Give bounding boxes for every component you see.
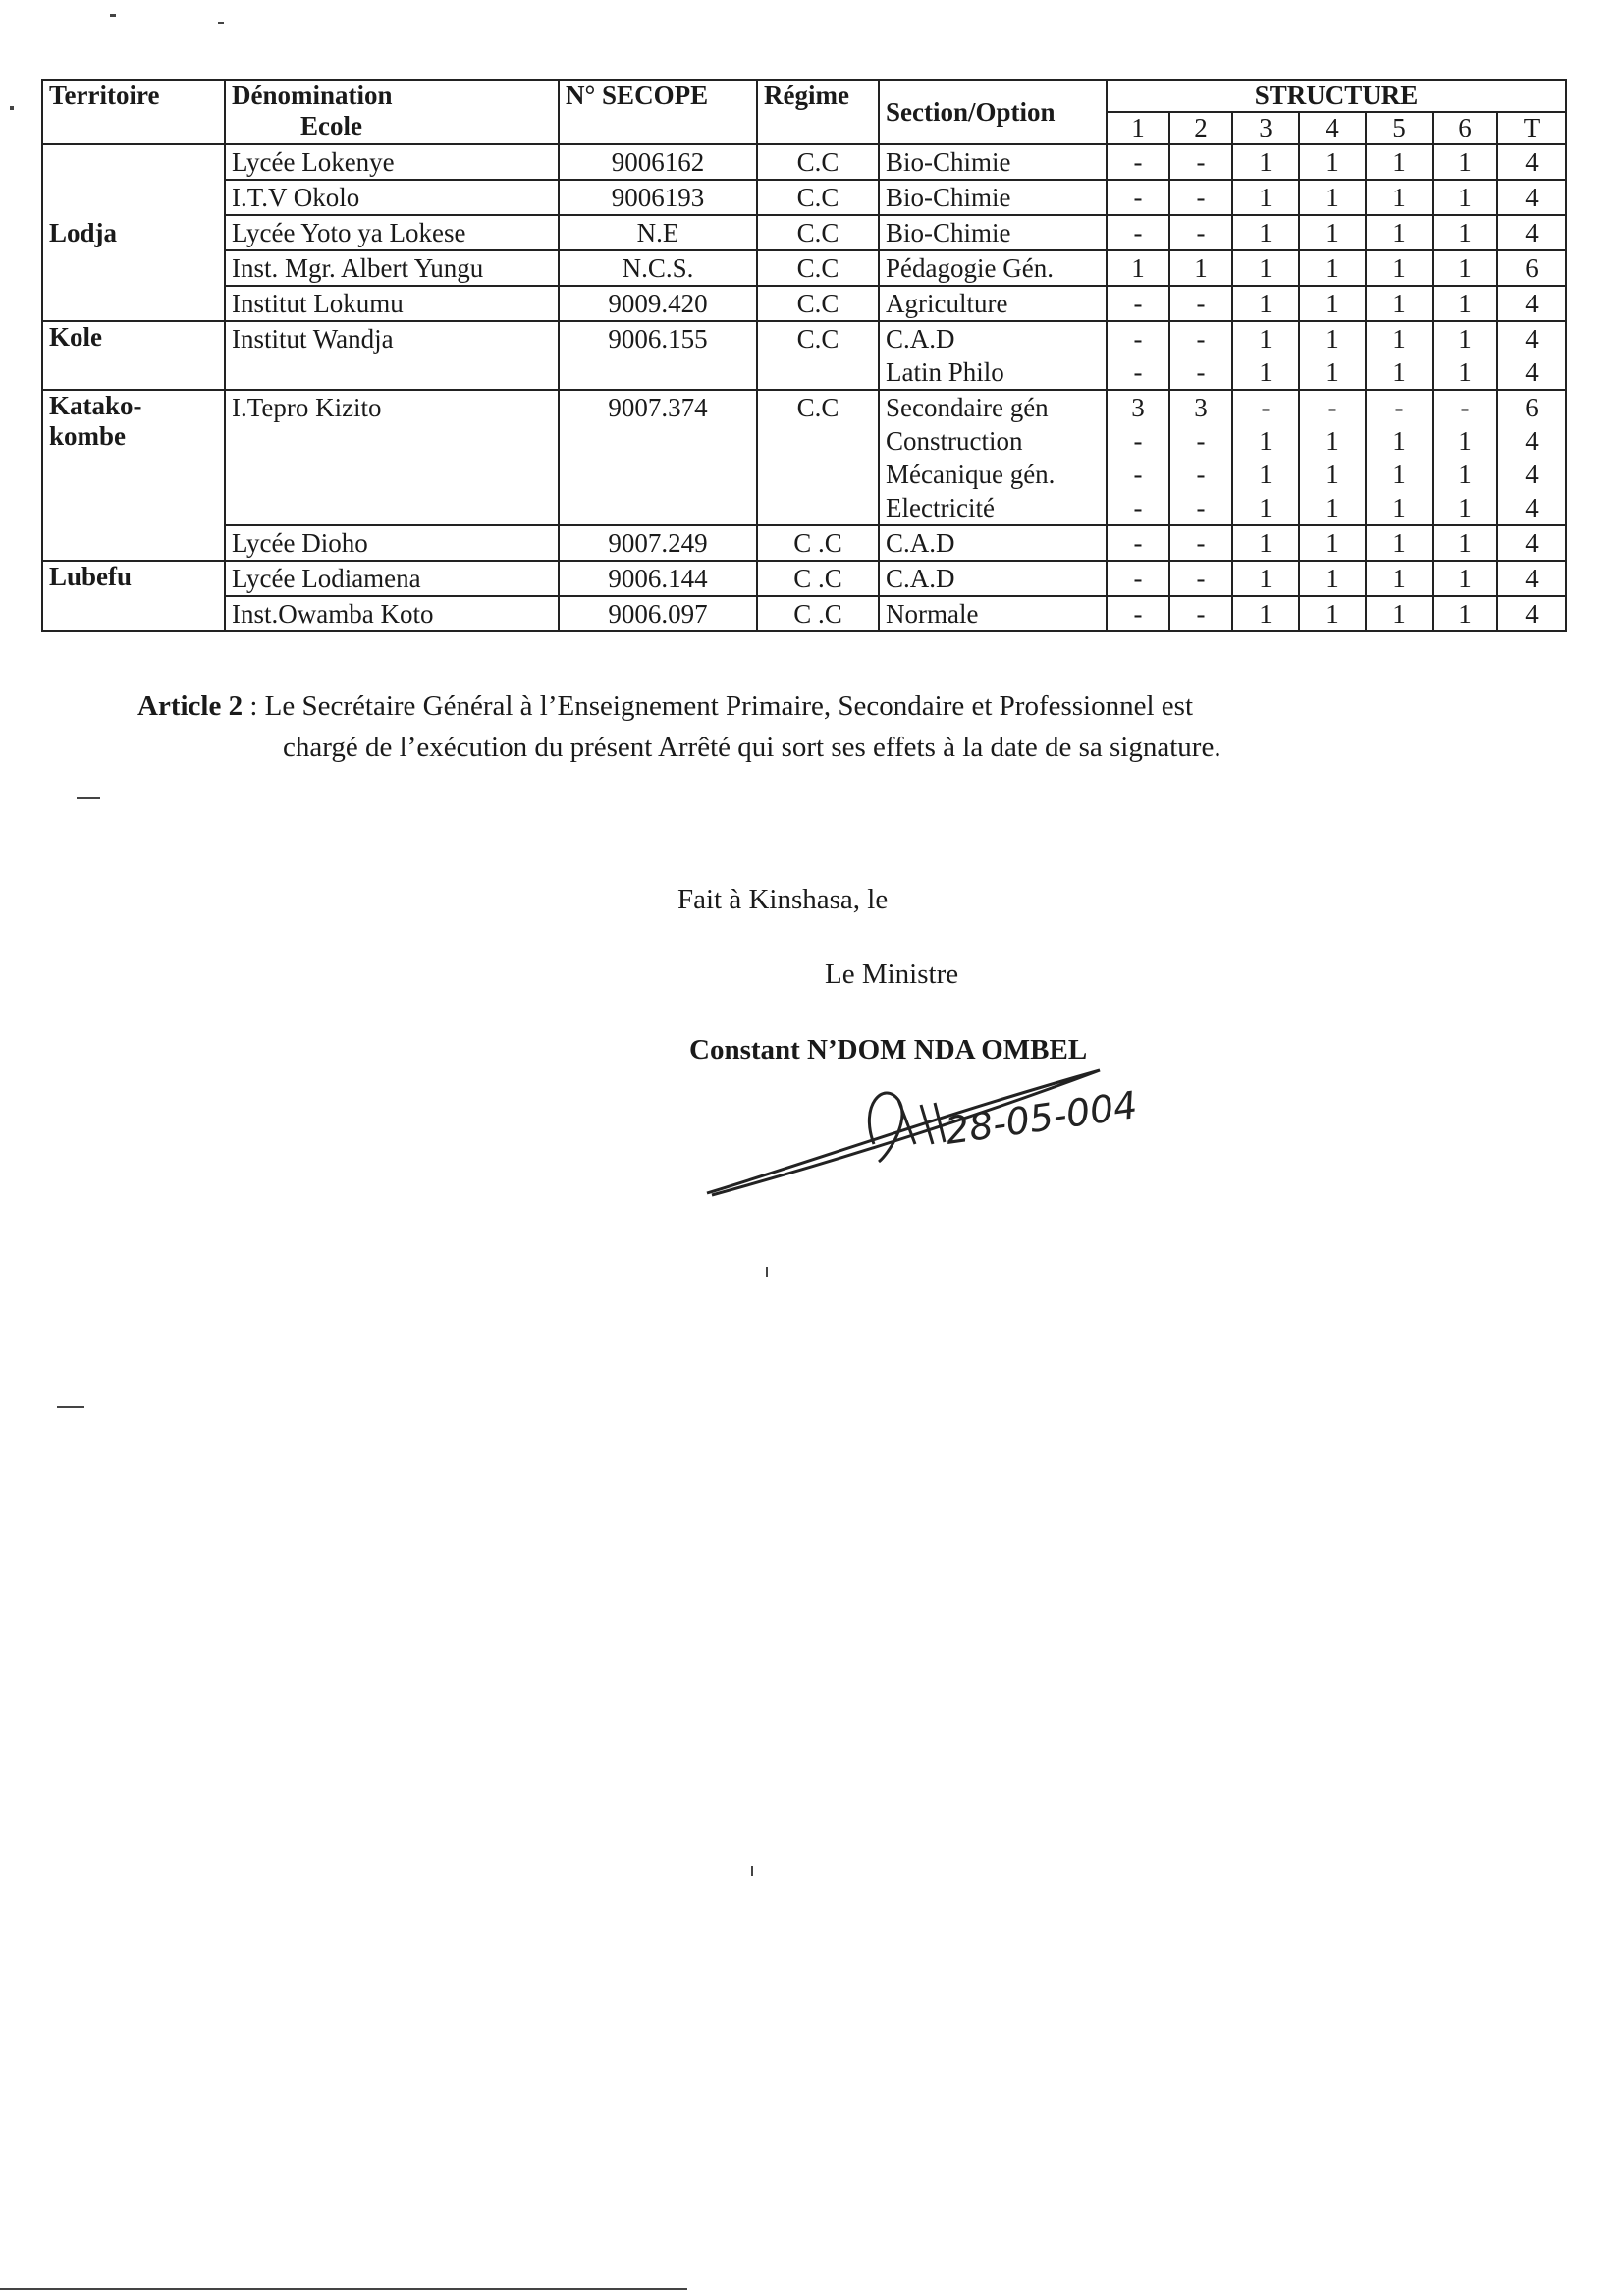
- regime: C .C: [757, 596, 879, 631]
- option-name: Bio-Chimie: [886, 218, 1011, 248]
- minister-title: Le Ministre: [825, 958, 959, 990]
- structure-value: -: [1133, 426, 1143, 457]
- structure-value-cell: [1366, 390, 1433, 525]
- table-row: [42, 180, 1566, 215]
- table-row: [42, 286, 1566, 321]
- option-name: Secondaire gén: [886, 393, 1049, 423]
- structure-value: 1: [1458, 253, 1472, 284]
- structure-value-cell: [1497, 390, 1566, 525]
- structure-value: 1: [1392, 564, 1406, 594]
- structure-value-cell: [1497, 596, 1566, 631]
- school-name: I.Tepro Kizito: [225, 390, 559, 525]
- structure-value: 1: [1458, 528, 1472, 559]
- structure-value: 1: [1392, 357, 1406, 388]
- header-denomination: Dénomination Ecole: [225, 80, 559, 144]
- structure-value: -: [1196, 218, 1206, 248]
- structure-value: 1: [1259, 183, 1272, 213]
- section-option: [879, 215, 1107, 250]
- structure-value-cell: [1433, 321, 1497, 390]
- article-label: Article 2: [137, 690, 244, 722]
- structure-value-cell: [1299, 180, 1366, 215]
- option-name: Agriculture: [886, 289, 1008, 319]
- structure-value: -: [1196, 183, 1206, 213]
- structure-value: 1: [1326, 528, 1339, 559]
- secope-number: 9006.097: [559, 596, 757, 631]
- structure-value: -: [1133, 218, 1143, 248]
- place-date-line: Fait à Kinshasa, le: [677, 884, 889, 915]
- structure-value: 1: [1259, 324, 1272, 355]
- section-option: [879, 561, 1107, 596]
- scan-speck: [10, 106, 14, 110]
- section-option: [879, 286, 1107, 321]
- structure-value: -: [1196, 324, 1206, 355]
- structure-value-cell: [1107, 561, 1169, 596]
- structure-value: -: [1196, 528, 1206, 559]
- school-name: Lycée Yoto ya Lokese: [225, 215, 559, 250]
- table-row: [42, 596, 1566, 631]
- structure-value: -: [1133, 528, 1143, 559]
- structure-value-cell: [1497, 250, 1566, 286]
- structure-value: 4: [1525, 460, 1539, 490]
- secope-number: 9009.420: [559, 286, 757, 321]
- structure-value-cell: [1433, 561, 1497, 596]
- structure-value: 1: [1458, 564, 1472, 594]
- structure-value: 4: [1525, 357, 1539, 388]
- structure-value: 1: [1392, 324, 1406, 355]
- structure-value-cell: [1169, 144, 1232, 180]
- structure-value-cell: [1299, 215, 1366, 250]
- territoire-cell: Kole: [42, 321, 225, 390]
- structure-value-cell: [1232, 390, 1299, 525]
- secope-number: 9006162: [559, 144, 757, 180]
- table-row: [42, 215, 1566, 250]
- secope-number: 9007.249: [559, 525, 757, 561]
- secope-number: 9006193: [559, 180, 757, 215]
- structure-value-cell: [1497, 286, 1566, 321]
- structure-value-cell: [1299, 596, 1366, 631]
- structure-value-cell: [1107, 144, 1169, 180]
- structure-value-cell: [1299, 250, 1366, 286]
- structure-value: 3: [1194, 393, 1208, 423]
- section-option: [879, 321, 1107, 390]
- school-name: Lycée Dioho: [225, 525, 559, 561]
- structure-value: -: [1196, 460, 1206, 490]
- structure-value: -: [1327, 393, 1337, 423]
- regime: C.C: [757, 390, 879, 525]
- structure-value: 1: [1392, 426, 1406, 457]
- structure-value-cell: [1497, 144, 1566, 180]
- structure-value-cell: [1169, 321, 1232, 390]
- structure-value: 1: [1259, 426, 1272, 457]
- structure-value: 1: [1259, 493, 1272, 523]
- structure-value: 1: [1326, 493, 1339, 523]
- structure-value: 1: [1392, 289, 1406, 319]
- structure-value-cell: [1169, 286, 1232, 321]
- scan-speck: [57, 1406, 84, 1408]
- secope-number: 9007.374: [559, 390, 757, 525]
- table-row: [42, 250, 1566, 286]
- structure-value-cell: [1107, 525, 1169, 561]
- structure-value: -: [1460, 393, 1470, 423]
- structure-value: 1: [1326, 324, 1339, 355]
- structure-value-cell: [1433, 525, 1497, 561]
- structure-value: 1: [1326, 564, 1339, 594]
- structure-value-cell: [1299, 525, 1366, 561]
- option-name: Mécanique gén.: [886, 460, 1056, 490]
- structure-value-cell: [1232, 144, 1299, 180]
- structure-value-cell: [1299, 561, 1366, 596]
- structure-value-cell: [1232, 286, 1299, 321]
- structure-value: -: [1261, 393, 1271, 423]
- option-name: Construction: [886, 426, 1023, 457]
- secope-number: N.E: [559, 215, 757, 250]
- structure-value: 4: [1525, 426, 1539, 457]
- structure-value-cell: [1107, 596, 1169, 631]
- table-row: [42, 144, 1566, 180]
- structure-value: 1: [1259, 564, 1272, 594]
- school-name: Institut Lokumu: [225, 286, 559, 321]
- structure-value-cell: [1366, 144, 1433, 180]
- structure-value: 1: [1458, 324, 1472, 355]
- header-regime: Régime: [757, 80, 879, 144]
- section-option: [879, 596, 1107, 631]
- regime: C.C: [757, 250, 879, 286]
- regime: C .C: [757, 561, 879, 596]
- structure-value: 1: [1259, 147, 1272, 178]
- structure-value: 1: [1392, 253, 1406, 284]
- school-name: Inst. Mgr. Albert Yungu: [225, 250, 559, 286]
- structure-value: 1: [1458, 460, 1472, 490]
- structure-value: -: [1133, 183, 1143, 213]
- structure-value: -: [1133, 493, 1143, 523]
- structure-value: -: [1133, 324, 1143, 355]
- structure-value-cell: [1169, 390, 1232, 525]
- structure-value: 1: [1259, 253, 1272, 284]
- structure-value-cell: [1299, 390, 1366, 525]
- structure-value-cell: [1169, 596, 1232, 631]
- structure-value: 1: [1326, 289, 1339, 319]
- option-name: C.A.D: [886, 528, 955, 559]
- option-name: C.A.D: [886, 564, 955, 594]
- structure-value: 1: [1458, 289, 1472, 319]
- table-row: [42, 321, 1566, 390]
- structure-value: 4: [1525, 599, 1539, 629]
- structure-value-cell: [1299, 321, 1366, 390]
- structure-value-cell: [1497, 561, 1566, 596]
- header-secope: N° SECOPE: [559, 80, 757, 144]
- article-line-1: : Le Secrétaire Général à l’Enseignement Primaire, Secondaire et Professionnel est: [243, 690, 1193, 722]
- structure-value: 1: [1259, 289, 1272, 319]
- structure-value-cell: [1107, 250, 1169, 286]
- structure-value: -: [1196, 426, 1206, 457]
- structure-value: 1: [1392, 528, 1406, 559]
- structure-value: 1: [1259, 218, 1272, 248]
- header-structure: STRUCTURE: [1107, 80, 1566, 112]
- structure-value-cell: [1169, 215, 1232, 250]
- structure-value-cell: [1299, 144, 1366, 180]
- structure-col-header: 5: [1366, 112, 1433, 144]
- table-row: [42, 561, 1566, 596]
- structure-value-cell: [1169, 180, 1232, 215]
- secope-number: N.C.S.: [559, 250, 757, 286]
- structure-col-header: 6: [1433, 112, 1497, 144]
- option-name: Bio-Chimie: [886, 147, 1011, 178]
- structure-value: -: [1133, 147, 1143, 178]
- structure-col-header: 3: [1232, 112, 1299, 144]
- structure-value-cell: [1366, 596, 1433, 631]
- section-option: [879, 144, 1107, 180]
- structure-value-cell: [1433, 596, 1497, 631]
- structure-value: 1: [1326, 357, 1339, 388]
- territoire-cell: Katako-kombe: [42, 390, 225, 561]
- scan-speck: [77, 797, 100, 799]
- structure-value: -: [1133, 460, 1143, 490]
- structure-value: 1: [1458, 183, 1472, 213]
- structure-value: -: [1196, 564, 1206, 594]
- structure-value: 1: [1326, 218, 1339, 248]
- header-section: Section/Option: [879, 80, 1107, 144]
- structure-value-cell: [1497, 215, 1566, 250]
- scan-speck: [110, 14, 116, 17]
- structure-value-cell: [1169, 250, 1232, 286]
- structure-value: -: [1196, 599, 1206, 629]
- regime: C.C: [757, 215, 879, 250]
- structure-value: -: [1133, 564, 1143, 594]
- structure-value: 1: [1458, 493, 1472, 523]
- structure-col-header: 1: [1107, 112, 1169, 144]
- structure-value-cell: [1366, 561, 1433, 596]
- regime: C .C: [757, 525, 879, 561]
- structure-value: 6: [1525, 253, 1539, 284]
- section-option: [879, 390, 1107, 525]
- article-line-2: chargé de l’exécution du présent Arrêté qui sort ses effets à la date de sa signature.: [283, 732, 1221, 764]
- structure-value: 1: [1259, 460, 1272, 490]
- structure-value: -: [1133, 357, 1143, 388]
- option-name: Pédagogie Gén.: [886, 253, 1054, 284]
- section-option: [879, 250, 1107, 286]
- structure-value-cell: [1232, 321, 1299, 390]
- school-name: Lycée Lokenye: [225, 144, 559, 180]
- structure-value-cell: [1433, 180, 1497, 215]
- structure-value-cell: [1497, 180, 1566, 215]
- structure-value-cell: [1169, 561, 1232, 596]
- scan-speck: [0, 2288, 687, 2290]
- regime: C.C: [757, 321, 879, 390]
- structure-value-cell: [1169, 525, 1232, 561]
- structure-value: 1: [1259, 528, 1272, 559]
- secope-number: 9006.155: [559, 321, 757, 390]
- territoire-cell: Lodja: [42, 144, 225, 321]
- structure-value-cell: [1107, 180, 1169, 215]
- structure-col-header: 2: [1169, 112, 1232, 144]
- structure-value: 1: [1458, 147, 1472, 178]
- structure-value: 4: [1525, 147, 1539, 178]
- structure-value: -: [1196, 289, 1206, 319]
- structure-value-cell: [1497, 321, 1566, 390]
- structure-value: -: [1196, 493, 1206, 523]
- structure-value: 4: [1525, 324, 1539, 355]
- structure-value-cell: [1107, 215, 1169, 250]
- structure-value: 1: [1259, 357, 1272, 388]
- structure-value: 1: [1458, 426, 1472, 457]
- structure-value: 1: [1392, 460, 1406, 490]
- regime: C.C: [757, 286, 879, 321]
- structure-value: 4: [1525, 528, 1539, 559]
- structure-value-cell: [1232, 180, 1299, 215]
- structure-value: -: [1394, 393, 1404, 423]
- structure-value-cell: [1232, 215, 1299, 250]
- handwritten-signature: [687, 1046, 1198, 1203]
- table-row: [42, 390, 1566, 525]
- structure-value: 1: [1326, 147, 1339, 178]
- structure-value-cell: [1366, 180, 1433, 215]
- schools-table: [41, 79, 1567, 632]
- structure-value: 4: [1525, 218, 1539, 248]
- secope-number: 9006.144: [559, 561, 757, 596]
- school-name: Lycée Lodiamena: [225, 561, 559, 596]
- structure-value-cell: [1433, 250, 1497, 286]
- structure-value: 1: [1458, 357, 1472, 388]
- structure-value: 1: [1392, 218, 1406, 248]
- structure-value: 1: [1259, 599, 1272, 629]
- structure-value-cell: [1107, 390, 1169, 525]
- structure-value-cell: [1366, 215, 1433, 250]
- scan-speck: [766, 1267, 768, 1277]
- option-name: Normale: [886, 599, 979, 629]
- structure-value-cell: [1366, 250, 1433, 286]
- structure-col-header: 4: [1299, 112, 1366, 144]
- option-name: Bio-Chimie: [886, 183, 1011, 213]
- structure-value: 4: [1525, 493, 1539, 523]
- structure-value-cell: [1299, 286, 1366, 321]
- structure-value: 1: [1194, 253, 1208, 284]
- structure-value: -: [1133, 289, 1143, 319]
- option-name: C.A.D: [886, 324, 955, 355]
- structure-value: 6: [1525, 393, 1539, 423]
- structure-value: 1: [1392, 147, 1406, 178]
- section-option: [879, 180, 1107, 215]
- regime: C.C: [757, 180, 879, 215]
- structure-value: 1: [1392, 599, 1406, 629]
- structure-value-cell: [1433, 144, 1497, 180]
- structure-value-cell: [1232, 525, 1299, 561]
- structure-value: -: [1133, 599, 1143, 629]
- territoire-cell: Lubefu: [42, 561, 225, 631]
- option-name: Electricité: [886, 493, 995, 523]
- structure-value-cell: [1366, 286, 1433, 321]
- structure-value: 4: [1525, 564, 1539, 594]
- section-option: [879, 525, 1107, 561]
- structure-value-cell: [1433, 215, 1497, 250]
- regime: C.C: [757, 144, 879, 180]
- structure-value: 1: [1458, 218, 1472, 248]
- structure-value: 1: [1326, 253, 1339, 284]
- option-name: Latin Philo: [886, 357, 1004, 388]
- structure-value: 4: [1525, 183, 1539, 213]
- school-name: Institut Wandja: [225, 321, 559, 390]
- structure-value: 1: [1392, 183, 1406, 213]
- header-territoire: Territoire: [42, 80, 225, 144]
- structure-value: 1: [1326, 183, 1339, 213]
- structure-value: 1: [1392, 493, 1406, 523]
- structure-value: -: [1196, 357, 1206, 388]
- structure-value: 1: [1326, 426, 1339, 457]
- structure-value: 1: [1458, 599, 1472, 629]
- handwritten-date: 28-05-004: [943, 1082, 1141, 1153]
- structure-value-cell: [1433, 286, 1497, 321]
- structure-value-cell: [1433, 390, 1497, 525]
- minister-name: Constant N’DOM NDA OMBEL: [689, 1034, 1088, 1065]
- structure-value-cell: [1232, 561, 1299, 596]
- table-row: [42, 525, 1566, 561]
- structure-col-header: T: [1497, 112, 1566, 144]
- structure-value: 4: [1525, 289, 1539, 319]
- structure-value-cell: [1366, 525, 1433, 561]
- structure-value-cell: [1366, 321, 1433, 390]
- school-name: Inst.Owamba Koto: [225, 596, 559, 631]
- structure-value-cell: [1107, 286, 1169, 321]
- structure-value-cell: [1232, 596, 1299, 631]
- structure-value: 1: [1326, 599, 1339, 629]
- structure-value: 1: [1326, 460, 1339, 490]
- structure-value: -: [1196, 147, 1206, 178]
- structure-value-cell: [1497, 525, 1566, 561]
- structure-value-cell: [1107, 321, 1169, 390]
- article-2: [137, 685, 1414, 768]
- scan-speck: [751, 1866, 753, 1876]
- school-name: I.T.V Okolo: [225, 180, 559, 215]
- structure-value: 1: [1131, 253, 1145, 284]
- scan-speck: [218, 22, 224, 24]
- structure-value: 3: [1131, 393, 1145, 423]
- structure-value-cell: [1232, 250, 1299, 286]
